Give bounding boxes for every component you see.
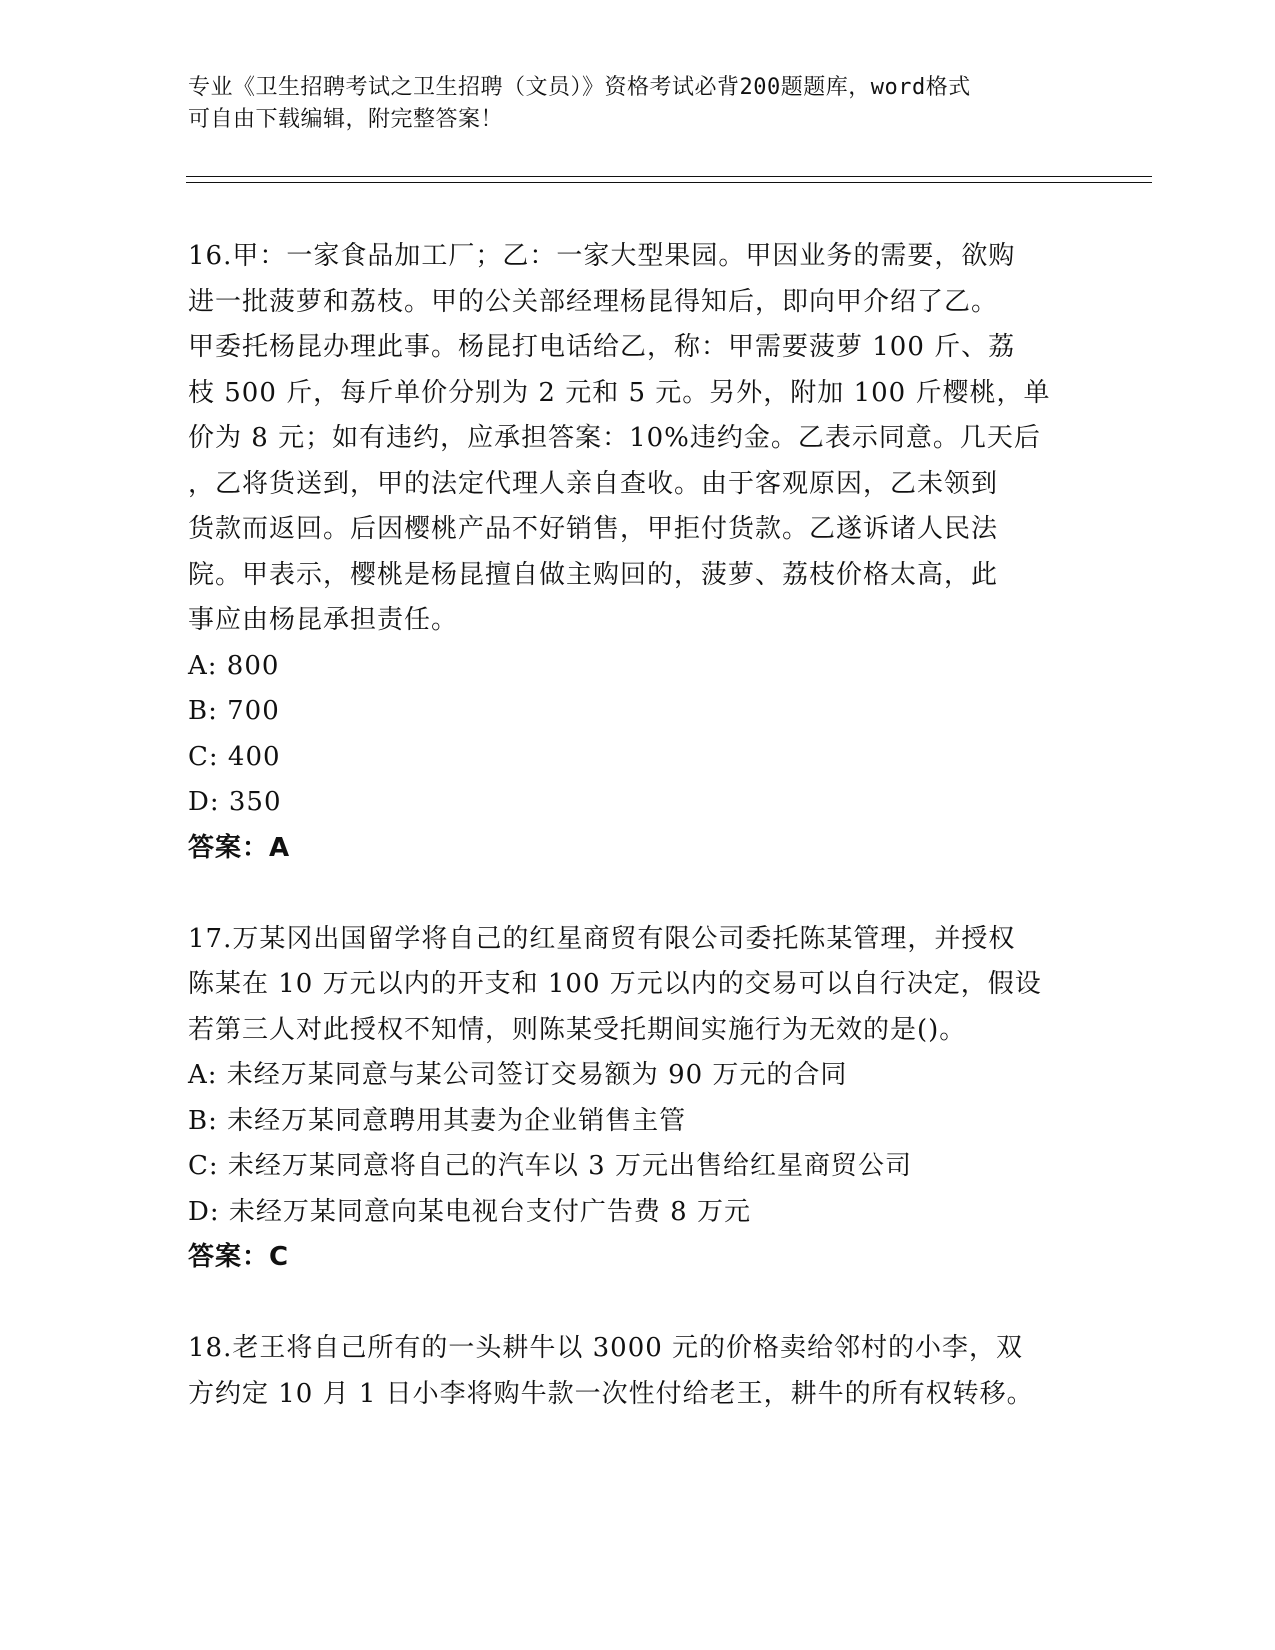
question-text-line: 甲委托杨昆办理此事。杨昆打电话给乙，称：甲需要菠萝 100 斤、荔 xyxy=(188,332,1016,362)
question-16 xyxy=(188,234,1088,871)
question-text-line: 17.万某冈出国留学将自己的红星商贸有限公司委托陈某管理，并授权 xyxy=(188,923,1016,954)
question-text-line: 货款而返回。后因樱桃产品不好销售，甲拒付货款。乙遂诉诸人民法 xyxy=(188,514,999,544)
option-d: D: 350 xyxy=(188,787,282,817)
question-text-line: 枝 500 斤，每斤单价分别为 2 元和 5 元。另外，附加 100 斤樱桃，单 xyxy=(188,377,1051,408)
question-text-line: 16.甲：一家食品加工厂；乙：一家大型果园。甲因业务的需要，欲购 xyxy=(188,241,1016,271)
question-spacer xyxy=(188,871,1088,917)
question-text-line: ，乙将货送到，甲的法定代理人亲自查收。由于客观原因，乙未领到 xyxy=(188,468,999,499)
question-text-line: 价为 8 元；如有违约，应承担答案：10%违约金。乙表示同意。几天后 xyxy=(188,423,1041,453)
answer-label: 答案：C xyxy=(188,1242,290,1272)
answer-label: 答案：A xyxy=(188,832,291,863)
question-text-line: 事应由杨昆承担责任。 xyxy=(188,605,459,635)
question-text-line: 方约定 10 月 1 日小李将购牛款一次性付给老王，耕牛的所有权转移。 xyxy=(188,1378,1034,1409)
option-b: B: 700 xyxy=(188,696,280,726)
question-spacer xyxy=(188,1281,1088,1327)
document-header xyxy=(188,72,1068,136)
header-rule-bottom xyxy=(186,182,1152,183)
option-d: D: 未经万某同意向某电视台支付广告费 8 万元 xyxy=(188,1196,751,1227)
option-b: B: 未经万某同意聘用其妻为企业销售主管 xyxy=(188,1105,687,1136)
header-rule-top xyxy=(186,176,1152,177)
question-text-line: 18.老王将自己所有的一头耕牛以 3000 元的价格卖给邻村的小李，双 xyxy=(188,1333,1024,1363)
option-c: C: 400 xyxy=(188,741,281,772)
header-line: 可自由下载编辑，附完整答案！ xyxy=(188,107,504,132)
option-c: C: 未经万某同意将自己的汽车以 3 万元出售给红星商贸公司 xyxy=(188,1151,912,1181)
question-text-line: 进一批菠萝和荔枝。甲的公关部经理杨昆得知后，即向甲介绍了乙。 xyxy=(188,286,999,317)
option-a: A: 未经万某同意与某公司签订交易额为 90 万元的合同 xyxy=(188,1060,848,1090)
question-text-line: 院。甲表示，樱桃是杨昆擅自做主购回的，菠萝、荔枝价格太高，此 xyxy=(188,559,999,590)
question-list xyxy=(188,234,1088,1417)
header-line: 专业《卫生招聘考试之卫生招聘（文员）》资格考试必背200题题库，word格式 xyxy=(188,75,971,100)
option-a: A: 800 xyxy=(188,650,280,681)
question-18 xyxy=(188,1326,1088,1417)
question-text-line: 若第三人对此授权不知情，则陈某受托期间实施行为无效的是()。 xyxy=(188,1014,967,1045)
question-text-line: 陈某在 10 万元以内的开支和 100 万元以内的交易可以自行决定，假设 xyxy=(188,969,1042,999)
question-17 xyxy=(188,917,1088,1281)
